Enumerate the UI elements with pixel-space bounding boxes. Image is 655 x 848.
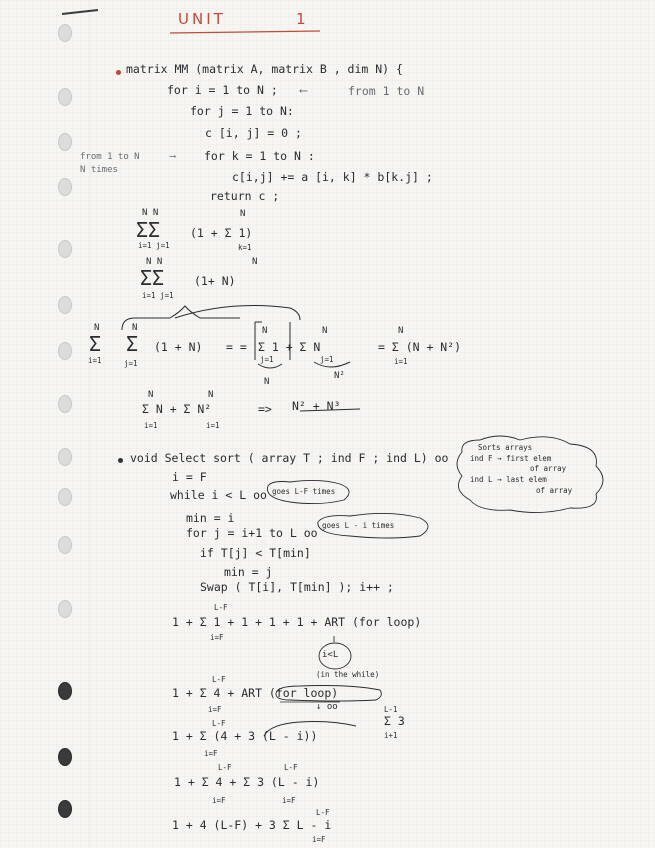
sum3-middle: Σ 1 + Σ N xyxy=(258,340,321,354)
sum3-equals: = = xyxy=(226,340,247,354)
cloud-note-line: of array xyxy=(536,486,573,495)
sum3-under-2: N² xyxy=(334,371,345,381)
c1-note: (in the while) xyxy=(316,670,380,679)
c4-top: L-F xyxy=(218,763,232,772)
sigma-icon: ΣΣ xyxy=(136,218,161,242)
select-signature: void Select sort ( array T ; ind F ; ind L) oo xyxy=(130,451,449,465)
unit-title: UNIT xyxy=(178,10,226,28)
sum3-rhs: = Σ (N + N²) xyxy=(378,340,462,354)
c2-top: L-F xyxy=(212,675,226,684)
select-swap: Swap ( T[i], T[min] ); i++ ; xyxy=(200,580,394,594)
c5-bottom: i=F xyxy=(312,835,326,844)
c4-top-2: L-F xyxy=(284,763,298,772)
for-note: goes L - i times xyxy=(322,521,395,530)
side-note-times: N times xyxy=(80,165,118,175)
c2-side-bottom: i+1 xyxy=(384,731,398,740)
matrix-init: c [i, j] = 0 ; xyxy=(205,126,302,140)
c1-expression: 1 + Σ 1 + 1 + 1 + 1 + ART (for loop) xyxy=(172,615,422,629)
matrix-for-k: for k = 1 to N : xyxy=(204,149,315,163)
final-arrow: => xyxy=(258,402,272,416)
c4-bottom-2: i=F xyxy=(282,796,296,805)
select-assign: i = F xyxy=(172,470,207,484)
arrow-left-icon: ⟵ xyxy=(300,83,307,97)
sigma-icon: Σ xyxy=(126,332,139,356)
while-note: goes L-F times xyxy=(272,487,336,496)
sum3-under-1: N xyxy=(264,377,270,387)
c2-arrow: ↓ oo xyxy=(316,702,338,712)
sigma-icon: Σ xyxy=(89,332,102,356)
c2-bottom: i=F xyxy=(208,705,222,714)
sum1-sub: k=1 xyxy=(238,243,252,252)
arrow-right-icon: ⟶ xyxy=(170,152,176,162)
c5-expression: 1 + 4 (L-F) + 3 Σ L - i xyxy=(172,818,332,832)
final-lhs: Σ N + Σ N² xyxy=(142,402,212,416)
final-rhs: N² + N³ xyxy=(292,399,341,413)
c1-top: L-F xyxy=(214,603,228,612)
select-while: while i < L oo xyxy=(170,488,267,502)
select-min: min = i xyxy=(186,511,235,525)
sigma-icon: ΣΣ xyxy=(140,266,165,290)
c4-bottom: i=F xyxy=(212,796,226,805)
sum2-expression: (1+ N) xyxy=(194,274,236,288)
notebook-page: UNIT 1 matrix MM (matrix A, matrix B , dim N) { for i = 1 to N ; ⟵ from 1 to N for j = 1 to N: c [i, j] = 0 ; from 1 to N ⟶ N times for k = 1 to N : c[i,j] += a [i, k] * b[k.j] ; return c ; N N ΣΣ i=1 j=1 (1 + Σ 1) k=1 N N N N ΣΣ i=1 j=1 (1+ N) N N Σ Σ i=1 j=1 (1 + N) = = N N Σ 1 + Σ N j=1 j=1 N N² N = Σ (N + N²) i=1 N N Σ N + Σ N² i=1 i=1 => N² + N³ void Select sort ( array T ; ind F ; ind L) oo Sorts arrays ind F → first elem of array ind L → last elem of array i = F while i < L oo goes L-F times min = i for j = i+1 to L oo goes L - i times if T[j] < T[min] min = j Swap ( T[i], T[min] ); i++ ; L-F 1 + Σ 1 + 1 + 1 + 1 + ART (for loop) i=F i<L (in the while) L-F 1 + Σ 4 + ART (for loop) i=F ↓ oo L-1 Σ 3 i+1 L-F 1 + Σ (4 + 3 (L - i)) i=F L-F L-F 1 + Σ 4 + Σ 3 (L - i) i=F i=F L-F 1 + 4 (L-F) + 3 Σ L - i i=F xyxy=(0,0,655,848)
unit-number: 1 xyxy=(296,10,309,28)
matrix-return: return c ; xyxy=(210,189,280,203)
matrix-for-j: for j = 1 to N: xyxy=(190,104,294,118)
matrix-for-i: for i = 1 to N ; xyxy=(167,83,278,97)
cloud-note-line: Sorts arrays xyxy=(478,443,533,452)
select-for: for j = i+1 to L oo xyxy=(186,526,318,540)
c4-expression: 1 + Σ 4 + Σ 3 (L - i) xyxy=(174,775,320,789)
c3-bottom: i=F xyxy=(204,749,218,758)
c3-top: L-F xyxy=(212,719,226,728)
c1-bottom: i=F xyxy=(210,633,224,642)
sum3-inner: (1 + N) xyxy=(154,340,203,354)
sum1-expression: (1 + Σ 1) xyxy=(190,226,253,240)
c3-expression: 1 + Σ (4 + 3 (L - i)) xyxy=(172,729,318,743)
c5-top: L-F xyxy=(316,808,330,817)
c2-side-top: L-1 xyxy=(384,705,398,714)
c1-circle-label: i<L xyxy=(322,650,339,660)
cloud-note-line: ind L → last elem xyxy=(470,475,547,484)
select-if: if T[j] < T[min] xyxy=(200,546,311,560)
side-note-range: from 1 to N xyxy=(80,152,140,162)
cloud-note-line: ind F → first elem xyxy=(470,454,552,463)
matrix-signature: matrix MM (matrix A, matrix B , dim N) { xyxy=(126,62,403,76)
c2-expression: 1 + Σ 4 + ART (for loop) xyxy=(172,686,339,700)
matrix-body: c[i,j] += a [i, k] * b[k.j] ; xyxy=(232,170,433,184)
matrix-for-i-note: from 1 to N xyxy=(348,84,425,98)
select-min-j: min = j xyxy=(224,565,273,579)
c2-side: Σ 3 xyxy=(384,714,405,728)
cloud-note-line: of array xyxy=(530,464,567,473)
